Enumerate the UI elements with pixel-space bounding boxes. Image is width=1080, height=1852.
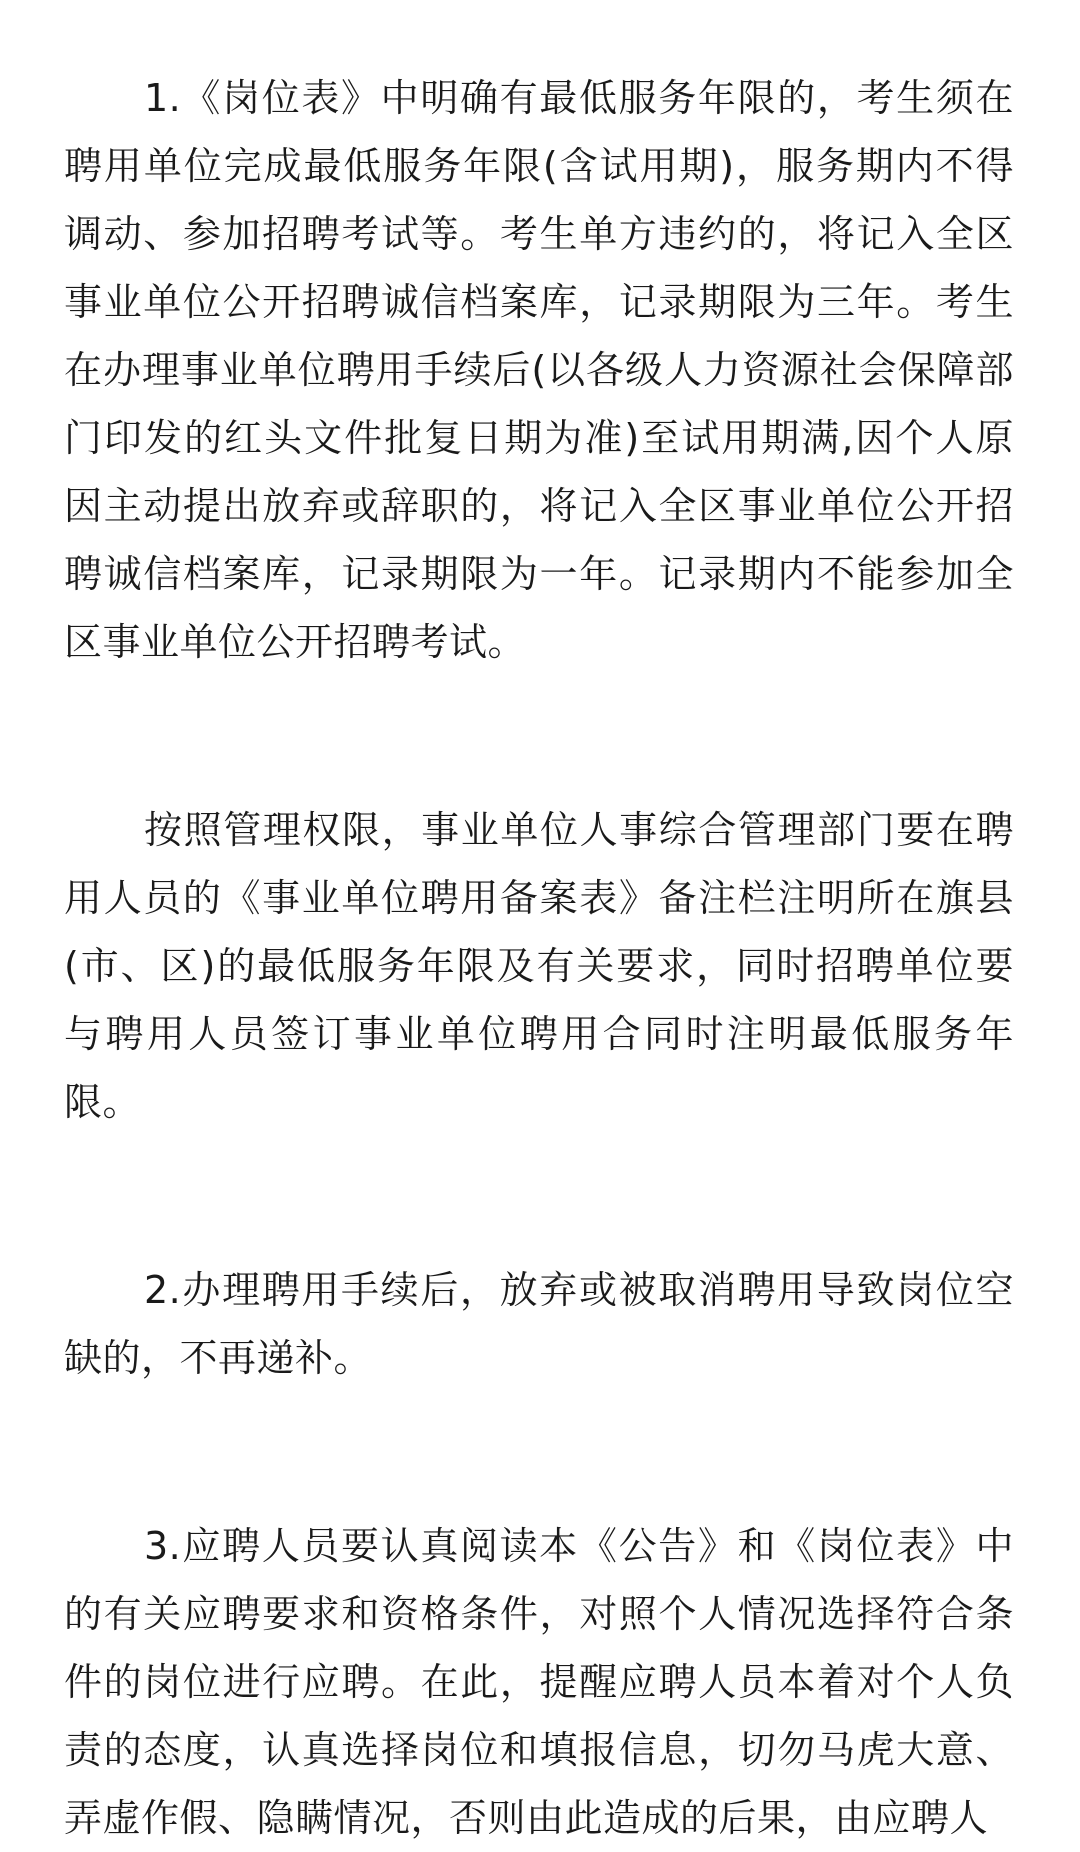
- paragraph-management-authority: 按照管理权限，事业单位人事综合管理部门要在聘用人员的《事业单位聘用备案表》备注栏注明所在旗县(市、区)的最低服务年限及有关要求，同时招聘单位要与聘用人员签订事业单位聘用合同时注明最低服务年限。: [64, 808, 1014, 1124]
- paragraph-no-replacement: 2.办理聘用手续后，放弃或被取消聘用导致岗位空缺的，不再递补。: [64, 1268, 1014, 1380]
- paragraph-applicant-notice: 3.应聘人员要认真阅读本《公告》和《岗位表》中的有关应聘要求和资格条件，对照个人情况选择符合条件的岗位进行应聘。在此，提醒应聘人员本着对个人负责的态度，认真选择岗位和填报信息，切勿马虎大意、弄虚作假、隐瞒情况，否则由此造成的后果，由应聘人: [64, 1524, 1014, 1840]
- paragraph-spacer: [64, 1392, 1014, 1512]
- paragraph-spacer: [64, 676, 1014, 796]
- paragraph-service-term: 1.《岗位表》中明确有最低服务年限的，考生须在聘用单位完成最低服务年限(含试用期)，服务期内不得调动、参加招聘考试等。考生单方违约的，将记入全区事业单位公开招聘诚信档案库，记录期限为三年。考生在办理事业单位聘用手续后(以各级人力资源社会保障部门印发的红头文件批复日期为准)至试用期满,因个人原因主动提出放弃或辞职的，将记入全区事业单位公开招聘诚信档案库，记录期限为一年。记录期内不能参加全区事业单位公开招聘考试。: [64, 76, 1014, 664]
- paragraph-spacer: [64, 1136, 1014, 1256]
